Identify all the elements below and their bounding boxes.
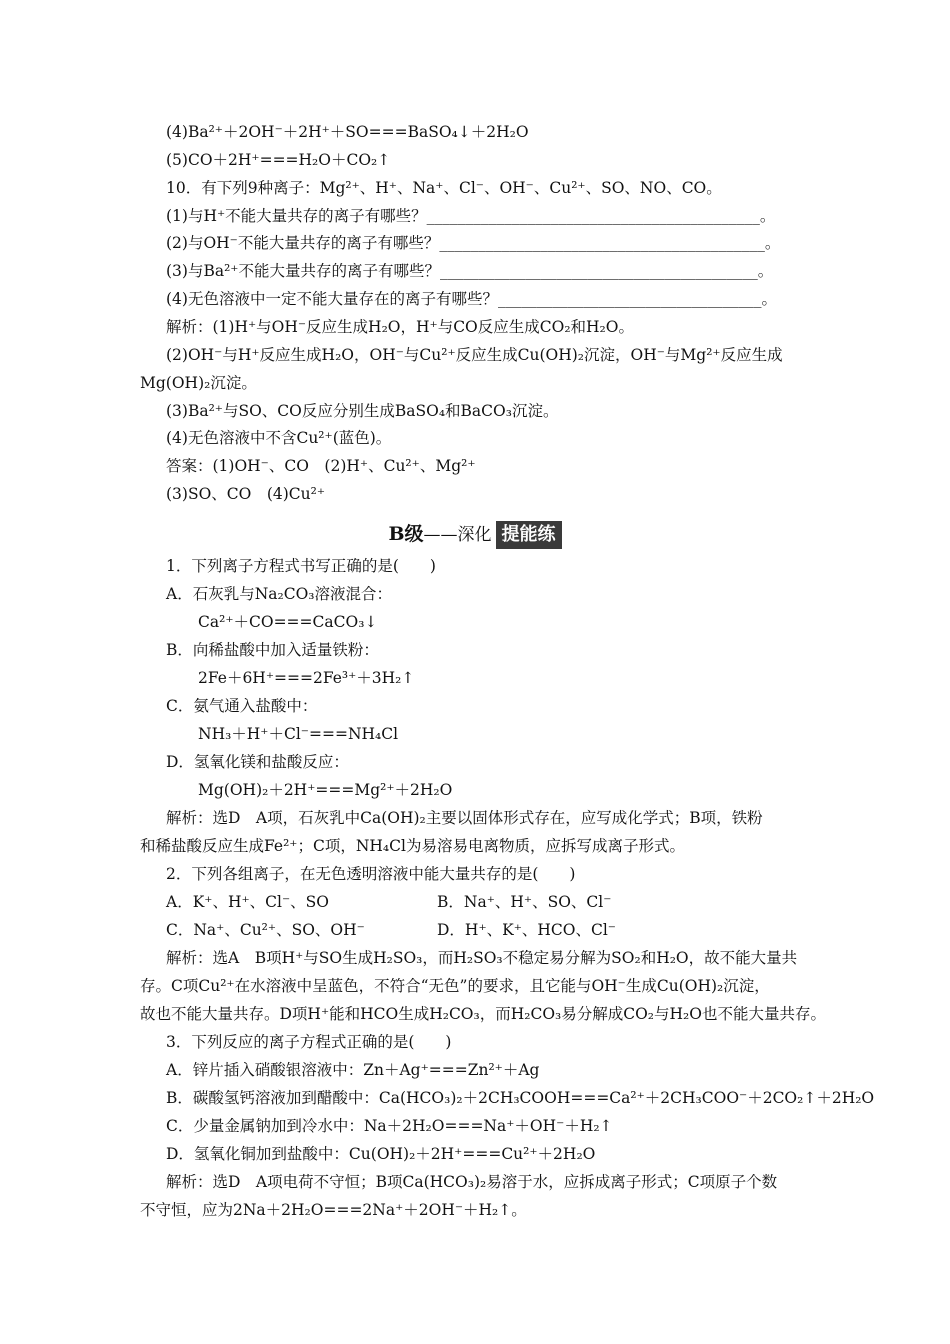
analysis-line: Mg(OH)₂沉淀。 (140, 374, 257, 392)
section-level: B级 (388, 523, 424, 545)
option-b: B．向稀盐酸中加入适量铁粉： (166, 641, 379, 659)
analysis-line: (3)Ba²⁺与SO、CO反应分别生成BaSO₄和BaCO₃沉淀。 (166, 402, 559, 420)
answer-line: (3)SO、CO (4)Cu²⁺ (166, 485, 326, 503)
option-a: A．锌片插入硝酸银溶液中：Zn＋Ag⁺===Zn²⁺＋Ag (166, 1061, 540, 1079)
analysis-line: 解析：选D A项，石灰乳中Ca(OH)₂主要以固体形式存在，应写成化学式；B项，铁粉 (166, 809, 763, 827)
analysis-line: 解析：(1)H⁺与OH⁻反应生成H₂O，H⁺与CO反应生成CO₂和H₂O。 (166, 318, 634, 336)
analysis-line: 不守恒，应为2Na＋2H₂O===2Na⁺＋2OH⁻＋H₂↑。 (140, 1201, 527, 1219)
option-d: D．氢氧化镁和盐酸反应： (166, 753, 349, 771)
question-stem: 3．下列反应的离子方程式正确的是( ) (166, 1033, 452, 1051)
option-c: C．少量金属钠加到冷水中：Na＋2H₂O===Na⁺＋OH⁻＋H₂↑ (166, 1117, 613, 1135)
question-stem: 10．有下列9种离子：Mg²⁺、H⁺、Na⁺、Cl⁻、OH⁻、Cu²⁺、SO、NO、CO。 (166, 179, 722, 197)
option-a: A．石灰乳与Na₂CO₃溶液混合： (166, 585, 392, 603)
option-b: B．Na⁺、H⁺、SO、Cl⁻ (437, 893, 612, 911)
equation-line: NH₃＋H⁺＋Cl⁻===NH₄Cl (198, 725, 399, 743)
option-b: B．碳酸氢钙溶液加到醋酸中：Ca(HCO₃)₂＋2CH₃COOH===Ca²⁺＋2CH₃COO⁻＋2CO₂↑＋2H₂O (166, 1089, 875, 1107)
equation-line: (4)Ba²⁺＋2OH⁻＋2H⁺＋SO===BaSO₄↓＋2H₂O (166, 123, 529, 141)
equation-line: Mg(OH)₂＋2H⁺===Mg²⁺＋2H₂O (198, 781, 453, 799)
question-stem: 1．下列离子方程式书写正确的是( ) (166, 557, 436, 575)
analysis-line: 解析：选D A项电荷不守恒；B项Ca(HCO₃)₂易溶于水，应拆成离子形式；C项原子个数 (166, 1173, 778, 1191)
analysis-line: 解析：选A B项H⁺与SO生成H₂SO₃，而H₂SO₃不稳定易分解为SO₂和H₂O，故不能大量共 (166, 949, 798, 967)
section-dash: ——深化 (423, 525, 492, 545)
equation-line: Ca²⁺＋CO===CaCO₃↓ (198, 613, 378, 631)
analysis-line: (2)OH⁻与H⁺反应生成H₂O，OH⁻与Cu²⁺反应生成Cu(OH)₂沉淀，OH⁻与Mg²⁺反应生成 (166, 346, 783, 364)
section-heading (0, 520, 950, 549)
option-c: C．氨气通入盐酸中： (166, 697, 318, 715)
section-boxed-label: 提能练 (496, 521, 562, 549)
analysis-line: 故也不能大量共存。D项H⁺能和HCO生成H₂CO₃，而H₂CO₃易分解成CO₂与H₂O也不能大量共存。 (140, 1005, 826, 1023)
equation-line: 2Fe＋6H⁺===2Fe³⁺＋3H₂↑ (198, 669, 415, 687)
option-c: C．Na⁺、Cu²⁺、SO、OH⁻ (166, 921, 365, 939)
sub-question: (1)与H⁺不能大量共存的离子有哪些？___________________________________________。 (166, 207, 776, 225)
option-d: D．氢氧化铜加到盐酸中：Cu(OH)₂＋2H⁺===Cu²⁺＋2H₂O (166, 1145, 596, 1163)
option-a: A．K⁺、H⁺、Cl⁻、SO (166, 893, 329, 911)
analysis-line: (4)无色溶液中不含Cu²⁺(蓝色)。 (166, 429, 392, 447)
equation-line: (5)CO＋2H⁺===H₂O＋CO₂↑ (166, 151, 391, 169)
sub-question: (2)与OH⁻不能大量共存的离子有哪些？__________________________________________。 (166, 234, 781, 252)
question-stem: 2．下列各组离子，在无色透明溶液中能大量共存的是( ) (166, 865, 576, 883)
answer-line: 答案：(1)OH⁻、CO (2)H⁺、Cu²⁺、Mg²⁺ (166, 457, 476, 475)
sub-question: (3)与Ba²⁺不能大量共存的离子有哪些？_________________________________________。 (166, 262, 774, 280)
analysis-line: 和稀盐酸反应生成Fe²⁺；C项，NH₄Cl为易溶易电离物质，应拆写成离子形式。 (140, 837, 685, 855)
option-d: D．H⁺、K⁺、HCO、Cl⁻ (437, 921, 616, 939)
sub-question: (4)无色溶液中一定不能大量存在的离子有哪些？__________________________________。 (166, 290, 777, 308)
analysis-line: 存。C项Cu²⁺在水溶液中呈蓝色，不符合“无色”的要求，且它能与OH⁻生成Cu(OH)₂沉淀， (140, 977, 770, 995)
